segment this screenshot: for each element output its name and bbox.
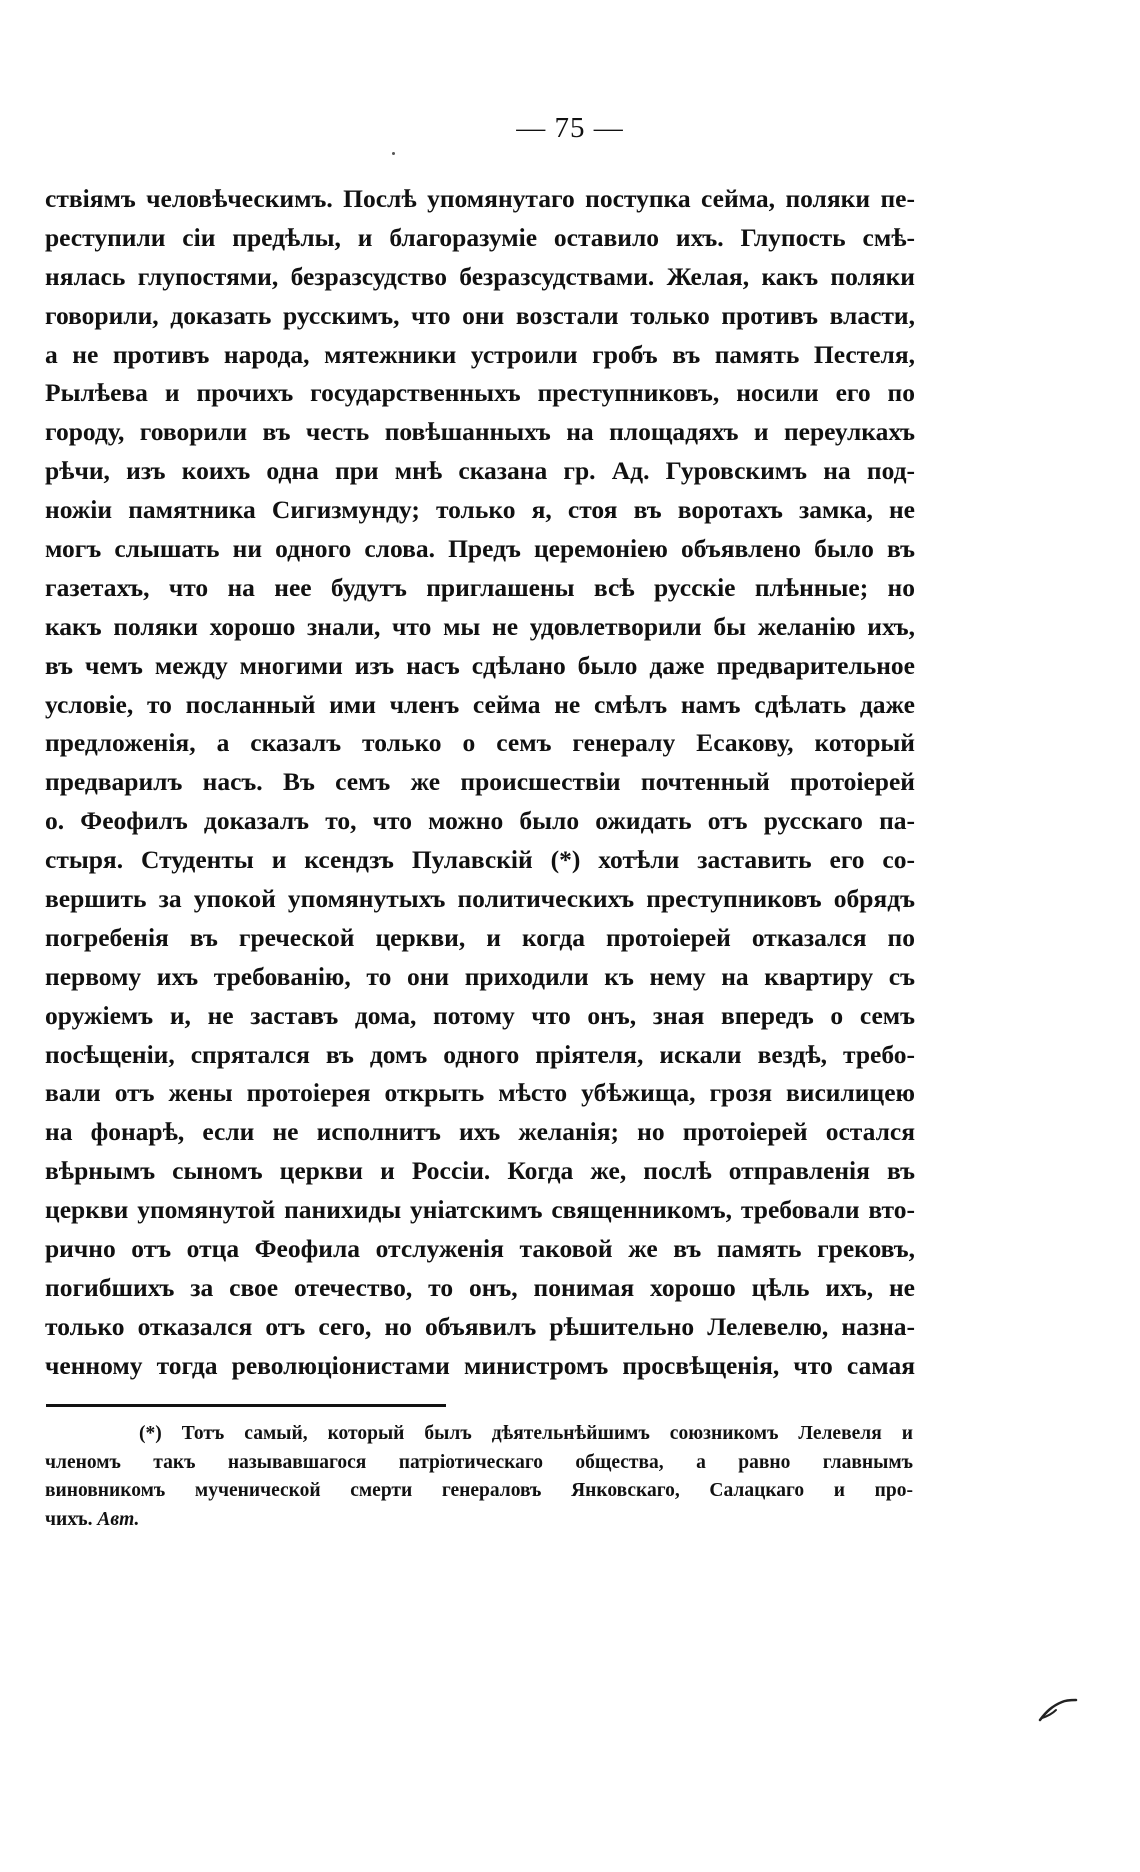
text-line: какъ поляки хорошо знали, что мы не удовлетворили бы желанію ихъ, — [45, 611, 915, 641]
text-line: газетахъ, что на нее будутъ приглашены всѣ русскіе плѣнные; но — [45, 572, 915, 602]
text-line: условіе, то посланный ими членъ сейма не смѣлъ намъ сдѣлать даже — [45, 689, 915, 719]
text-line: вѣрнымъ сыномъ церкви и Россіи. Когда же, послѣ отправленія въ — [45, 1156, 915, 1186]
text-line: реступили сіи предѣлы, и благоразуміе оставило ихъ. Глупость смѣ- — [45, 222, 915, 252]
text-line: а не противъ народа, мятежники устроили гробъ въ память Пестеля, — [45, 339, 915, 369]
text-line: предложенія, а сказалъ только о семъ генералу Есакову, который — [45, 728, 915, 758]
text-line: стыря. Студенты и ксендзъ Пулавскій (*) хотѣли заставить его со- — [45, 845, 915, 875]
pen-mark-icon — [1038, 1698, 1078, 1722]
text-line: церкви упомянутой панихиды уніатскимъ священникомъ, требовали вто- — [45, 1195, 915, 1225]
text-line: Рылѣева и прочихъ государственныхъ преступниковъ, носили его по — [45, 378, 915, 408]
text-line: о. Феофилъ доказалъ то, что можно было ожидать отъ русскаго па- — [45, 806, 915, 836]
body-text — [45, 180, 915, 1386]
footnote-line: виновникомъ мученической смерти генераловъ Янковскаго, Салацкаго и про- — [45, 1480, 913, 1501]
print-speck — [392, 152, 395, 155]
footnote-line: членомъ такъ называвшагося патріотическаго общества, а равно главнымъ — [45, 1451, 913, 1473]
text-line: оружіемъ и, не заставъ дома, потому что онъ, зная впередъ о семъ — [45, 1000, 915, 1030]
text-line: нялась глупостями, безразсудство безразсудствами. Желая, какъ поляки — [45, 261, 915, 291]
footnote-line: (*) Тотъ самый, который былъ дѣятельнѣйшимъ союзникомъ Лелевеля и — [139, 1423, 913, 1444]
footnote-last-text: чихъ. — [45, 1508, 93, 1530]
text-line: ножіи памятника Сигизмунду; только я, стоя въ воротахъ замка, не — [45, 495, 915, 525]
text-line: посѣщеніи, спрятался въ домъ одного пріятеля, искали вездѣ, требо- — [45, 1039, 915, 1069]
text-line: ствіямъ человѣческимъ. Послѣ упомянутаго поступка сейма, поляки пе- — [45, 184, 915, 213]
footnote-rule — [46, 1404, 446, 1407]
footnote — [45, 1420, 913, 1534]
footnote-line-last — [45, 1506, 913, 1535]
text-line: говорили, доказать русскимъ, что они возстали только противъ власти, — [45, 300, 915, 330]
text-line: погибшихъ за свое отечество, то онъ, понимая хорошо цѣль ихъ, не — [45, 1272, 915, 1302]
text-line: вершить за упокой упомянутыхъ политическихъ преступниковъ обрядъ — [45, 884, 915, 914]
text-line: ченному тогда революціонистами министромъ просвѣщенія, что самая — [45, 1350, 915, 1380]
text-line: вали отъ жены протоіерея открыть мѣсто убѣжища, грозя висилицею — [45, 1078, 915, 1108]
text-line: на фонарѣ, если не исполнитъ ихъ желанія; но протоіерей остался — [45, 1117, 915, 1147]
text-line: предварилъ насъ. Въ семъ же происшествіи почтенный протоіерей — [45, 767, 915, 797]
text-line: рично отъ отца Феофила отслуженія таковой же въ память грековъ, — [45, 1234, 915, 1264]
footnote-author: Авт. — [97, 1508, 140, 1530]
text-line: погребенія въ греческой церкви, и когда протоіерей отказался по — [45, 922, 915, 952]
text-line: первому ихъ требованію, то они приходили къ нему на квартиру съ — [45, 961, 915, 991]
text-line: только отказался отъ сего, но объявилъ рѣшительно Лелевелю, назна- — [45, 1311, 915, 1341]
page-number: — 75 — — [516, 112, 624, 144]
text-line: въ чемъ между многими изъ насъ сдѣлано было даже предварительное — [45, 650, 915, 680]
text-line: рѣчи, изъ коихъ одна при мнѣ сказана гр. Ад. Гуровскимъ на под- — [45, 456, 915, 486]
text-line: городу, говорили въ честь повѣшанныхъ на площадяхъ и переулкахъ — [45, 417, 915, 447]
text-line: могъ слышать ни одного слова. Предъ церемоніею объявлено было въ — [45, 534, 915, 564]
